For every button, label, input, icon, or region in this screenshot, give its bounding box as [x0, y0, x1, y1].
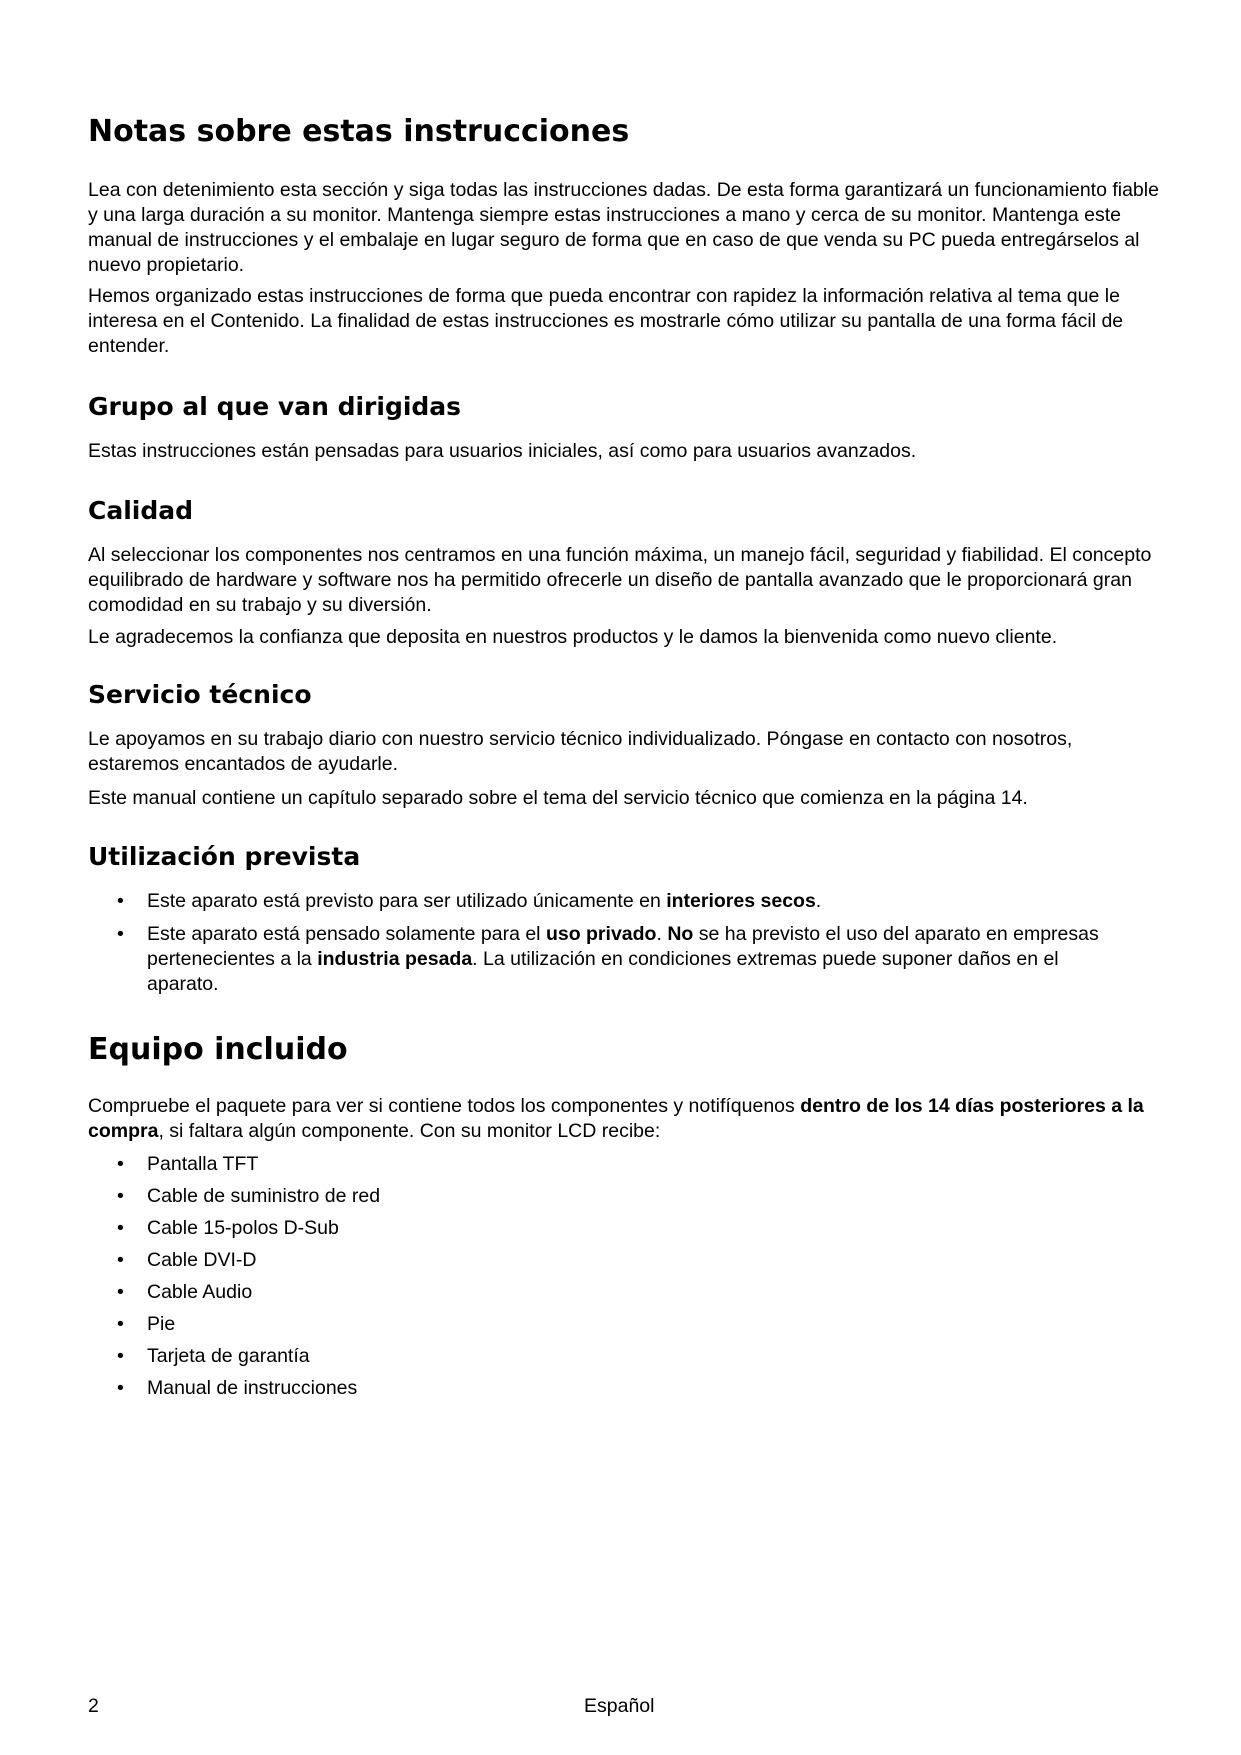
- paragraph-notas-1: Lea con detenimiento esta sección y siga todas las instrucciones dadas. De esta forma garantizará un funcionamiento fiable y una larga duración a su monitor. Mantenga siempre estas instrucciones a mano y cerca de su monitor. Mantenga este manual de instrucciones y el embalaje en lugar seguro de forma que en caso de que venda su PC pueda entregárselos al nuevo propietario.: [88, 179, 1159, 276]
- bullet-icon: •: [117, 1153, 124, 1175]
- bullet-icon: •: [117, 923, 124, 945]
- bullet-icon: •: [117, 1217, 124, 1239]
- bullet-icon: •: [117, 1185, 124, 1207]
- bullet-icon: •: [117, 1249, 124, 1271]
- paragraph-equipo-intro: Compruebe el paquete para ver si contiene todos los componentes y notifíquenos dentro de los 14 días posteriores a la compra, si faltara algún componente. Con su monitor LCD recibe:: [88, 1095, 1144, 1142]
- heading-equipo: Equipo incluido: [88, 1032, 348, 1067]
- list-item: • Cable DVI-D: [117, 1249, 257, 1271]
- paragraph-calidad-1: Al seleccionar los componentes nos centramos en una función máxima, un manejo fácil, seguridad y fiabilidad. El concepto equilibrado de hardware y software nos ha permitido ofrecerle un diseño de pantalla avanzado que le proporcionará gran comodidad en su trabajo y su diversión.: [88, 544, 1152, 616]
- bullet-icon: •: [117, 1281, 124, 1303]
- paragraph-grupo-1: Estas instrucciones están pensadas para usuarios iniciales, así como para usuarios avanzados.: [88, 440, 917, 462]
- paragraph-calidad-2: Le agradecemos la confianza que deposita en nuestros productos y le damos la bienvenida como nuevo cliente.: [88, 626, 1058, 648]
- paragraph-notas-2: Hemos organizado estas instrucciones de forma que pueda encontrar con rapidez la información relativa al tema que le interesa en el Contenido. La finalidad de estas instrucciones es mostrarle cómo utilizar su pantalla de una forma fácil de entender.: [88, 285, 1124, 357]
- list-item: • Pantalla TFT: [117, 1153, 259, 1175]
- list-item: • Tarjeta de garantía: [117, 1345, 310, 1367]
- page-number: 2: [88, 1695, 99, 1717]
- heading-calidad: Calidad: [88, 496, 194, 525]
- list-item: • Manual de instrucciones: [117, 1377, 358, 1399]
- heading-utilizacion: Utilización prevista: [88, 842, 361, 871]
- list-item: • Cable de suministro de red: [117, 1185, 381, 1207]
- paragraph-servicio-1: Le apoyamos en su trabajo diario con nuestro servicio técnico individualizado. Póngase en contacto con nosotros, estaremos encantados de ayudarle.: [88, 728, 1073, 775]
- list-item: • Cable 15-polos D-Sub: [117, 1217, 339, 1239]
- bullet-icon: •: [117, 890, 124, 912]
- list-item: • Este aparato está previsto para ser utilizado únicamente en interiores secos.: [117, 890, 822, 912]
- bullet-icon: •: [117, 1345, 124, 1367]
- list-equipo: [88, 1152, 1160, 1401]
- heading-grupo: Grupo al que van dirigidas: [88, 392, 462, 421]
- list-item: • Este aparato está pensado solamente para el uso privado. No se ha previsto el uso del aparato en empresas pertenecientes a la industria pesada. La utilización en condiciones extremas puede suponer daños en el aparato.: [117, 923, 1099, 995]
- list-item: • Pie: [117, 1313, 176, 1335]
- heading-servicio: Servicio técnico: [88, 680, 312, 709]
- bullet-icon: •: [117, 1313, 124, 1335]
- paragraph-servicio-2: Este manual contiene un capítulo separado sobre el tema del servicio técnico que comienza en la página 14.: [88, 787, 1028, 809]
- list-utilizacion: [88, 889, 1160, 997]
- bullet-icon: •: [117, 1377, 124, 1399]
- footer-language: Español: [584, 1695, 655, 1717]
- list-item: • Cable Audio: [117, 1281, 253, 1303]
- heading-notas: Notas sobre estas instrucciones: [88, 114, 630, 149]
